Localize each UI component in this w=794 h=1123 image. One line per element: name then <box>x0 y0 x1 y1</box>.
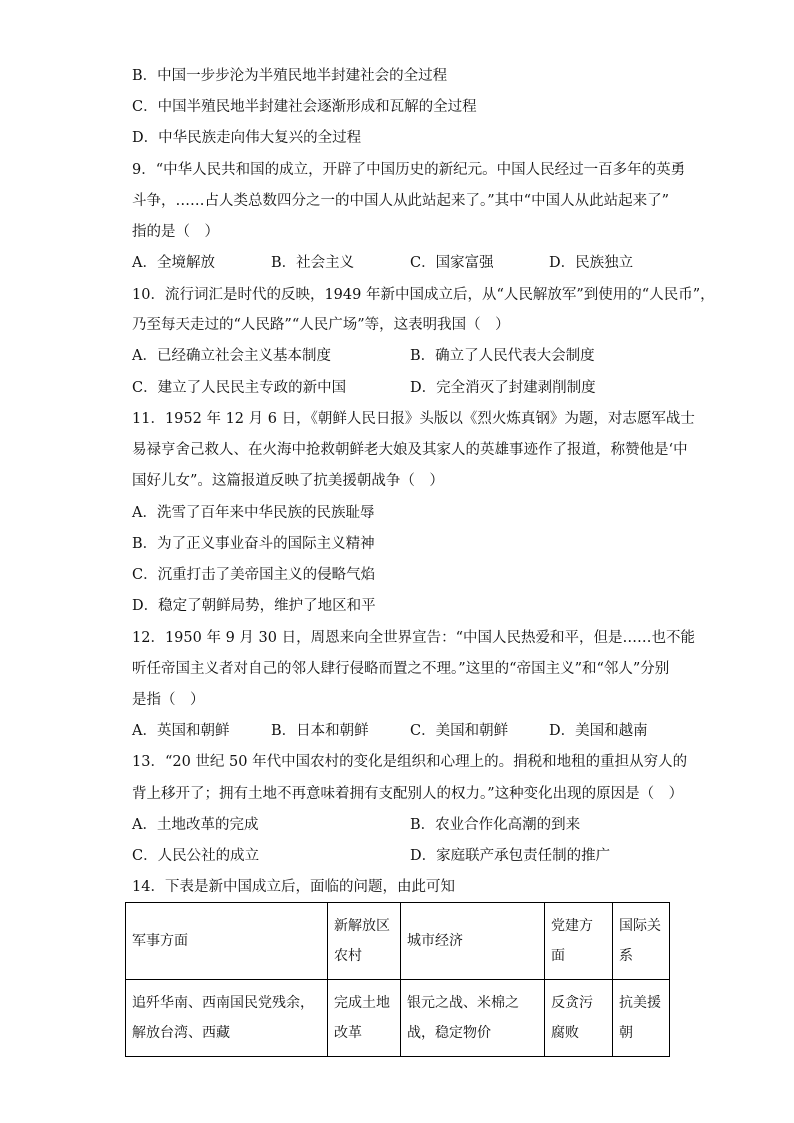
q11-option-c[interactable]: C．沉重打击了美帝国主义的侵略气焰 <box>132 567 376 583</box>
q10-option-c[interactable]: C．建立了人民民主专政的新中国 <box>132 380 347 396</box>
q13-option-d[interactable]: D．家庭联产承包责任制的推广 <box>410 848 611 864</box>
q11-stem-line1: 11．1952 年 12 月 6 日，《朝鲜人民日报》头版以《烈火炼真钢》为题，对志愿军战士 <box>132 411 695 427</box>
q11-option-b[interactable]: B．为了正义事业奋斗的国际主义精神 <box>132 536 375 552</box>
q11-stem-line3: 国好儿女”。这篇报道反映了抗美援朝战争（ ） <box>132 473 444 489</box>
table-cell: 追歼华南、西南国民党残余，解放台湾、西藏 <box>126 980 328 1057</box>
q13-option-b[interactable]: B．农业合作化高潮的到来 <box>410 817 581 833</box>
q10-stem-line1: 10．流行词汇是时代的反映，1949 年新中国成立后，从“人民解放军”到使用的“人民币”， <box>132 287 715 303</box>
q12-option-d[interactable]: D．美国和越南 <box>549 723 648 739</box>
q12-option-c[interactable]: C．美国和朝鲜 <box>410 723 509 739</box>
q12-option-a[interactable]: A．英国和朝鲜 <box>132 723 230 739</box>
option-b[interactable]: B．中国一步步沦为半殖民地半封建社会的全过程 <box>132 68 448 84</box>
q12-stem-line2: 听任帝国主义者对自己的邻人肆行侵略而置之不理。”这里的“帝国主义”和“邻人”分别 <box>132 661 670 677</box>
table-header-cell: 党建方面 <box>545 903 613 980</box>
q12-stem-line3: 是指（ ） <box>132 692 205 708</box>
q14-stem-line1: 14．下表是新中国成立后，面临的问题，由此可知 <box>132 879 455 895</box>
table-header-cell: 国际关系 <box>613 903 670 980</box>
q12-stem-line1: 12．1950 年 9 月 30 日，周恩来向全世界宣告：“中国人民热爱和平，但是……也不能 <box>132 630 695 646</box>
table-row <box>126 980 670 1057</box>
q13-stem-line2: 背上移开了；拥有土地不再意味着拥有支配别人的权力。”这种变化出现的原因是（ ） <box>132 786 684 802</box>
table-header-cell: 军事方面 <box>126 903 328 980</box>
q9-option-c[interactable]: C．国家富强 <box>410 255 494 271</box>
q14-table <box>125 902 670 1057</box>
q9-option-d[interactable]: D．民族独立 <box>549 255 634 271</box>
q12-option-b[interactable]: B．日本和朝鲜 <box>271 723 369 739</box>
table-header-row <box>126 903 670 980</box>
q11-option-a[interactable]: A．洗雪了百年来中华民族的民族耻辱 <box>132 505 375 521</box>
table-cell: 银元之战、米棉之战，稳定物价 <box>401 980 545 1057</box>
q11-stem-line2: 易禄亨舍己救人、在火海中抢救朝鲜老大娘及其家人的英雄事迹作了报道，称赞他是‘中 <box>132 442 688 458</box>
option-d[interactable]: D．中华民族走向伟大复兴的全过程 <box>132 130 362 146</box>
q10-stem-line2: 乃至每天走过的“人民路”“人民广场”等，这表明我国（ ） <box>132 317 510 333</box>
q9-option-b[interactable]: B．社会主义 <box>271 255 355 271</box>
q13-option-c[interactable]: C．人民公社的成立 <box>132 848 260 864</box>
table-header-cell: 新解放区农村 <box>328 903 401 980</box>
q13-stem-line1: 13．“20 世纪 50 年代中国农村的变化是组织和心理上的。捐税和地租的重担从穷人的 <box>132 754 688 770</box>
q9-option-a[interactable]: A．全境解放 <box>132 255 215 271</box>
q13-option-a[interactable]: A．土地改革的完成 <box>132 817 259 833</box>
q9-stem-line3: 指的是（ ） <box>132 224 219 240</box>
q10-option-d[interactable]: D．完全消灭了封建剥削制度 <box>410 380 596 396</box>
table-header-cell: 城市经济 <box>401 903 545 980</box>
table-cell: 完成土地改革 <box>328 980 401 1057</box>
q10-option-a[interactable]: A．已经确立社会主义基本制度 <box>132 348 331 364</box>
option-c[interactable]: C．中国半殖民地半封建社会逐渐形成和瓦解的全过程 <box>132 99 477 115</box>
q9-stem-line1: 9．“中华人民共和国的成立，开辟了中国历史的新纪元。中国人民经过一百多年的英勇 <box>132 162 686 178</box>
table-cell: 反贪污腐败 <box>545 980 613 1057</box>
table-cell: 抗美援朝 <box>613 980 670 1057</box>
q11-option-d[interactable]: D．稳定了朝鲜局势，维护了地区和平 <box>132 598 376 614</box>
q10-option-b[interactable]: B．确立了人民代表大会制度 <box>410 348 595 364</box>
q9-stem-line2: 斗争，……占人类总数四分之一的中国人从此站起来了。”其中“中国人从此站起来了” <box>132 193 669 209</box>
